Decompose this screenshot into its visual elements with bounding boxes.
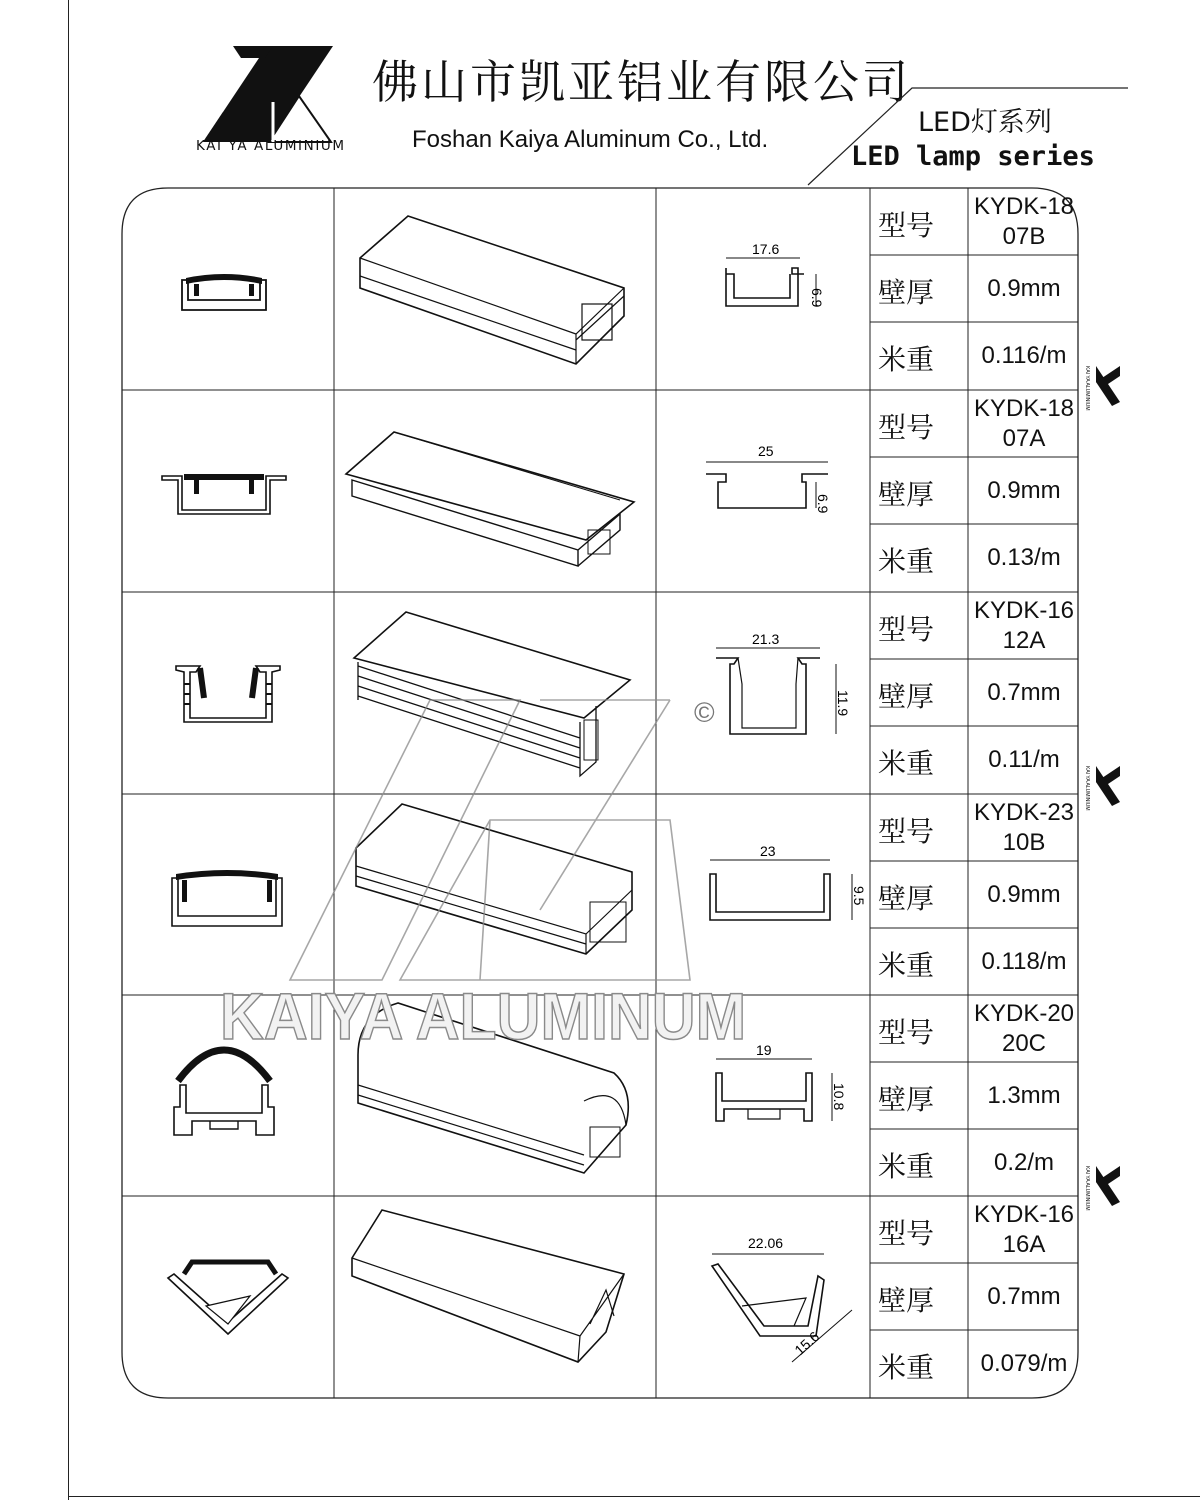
profile-3d-view [334,390,656,592]
watermark-text: KAIYA ALUMINUM [220,979,747,1053]
copyright-symbol: © [694,697,715,728]
weight-label: 米重 [878,1351,935,1384]
dimension-height: 9.5 [851,886,867,906]
spec-thickness [870,457,1080,524]
spec-weight [870,928,1080,995]
thickness-value: 0.9mm [987,880,1061,908]
dimension-width: 22.06 [748,1235,784,1251]
spec-model [870,390,1080,457]
weight-value: 0.116/m [981,341,1067,369]
spec-weight [870,524,1080,591]
side-logo-icon [1086,362,1126,422]
binder-line [68,0,69,1500]
weight-value: 0.118/m [981,947,1067,975]
profile-3d-view [334,1196,656,1398]
weight-value: 0.13/m [987,543,1061,571]
dimension-width: 25 [758,443,774,459]
model-label: 型号 [878,209,935,242]
dimension-width: 23 [760,843,776,859]
profile-3d-view [334,188,656,390]
thickness-label: 壁厚 [878,1083,935,1116]
model-label: 型号 [878,613,935,646]
spec-model [870,1196,1080,1263]
model-value: KYDK-1616A [973,1200,1075,1258]
product-row [120,188,1080,390]
series-title-en: LED lamp series [851,141,1095,172]
weight-label: 米重 [878,343,935,376]
profile-dimension-drawing [656,390,870,592]
thickness-label: 壁厚 [878,276,935,309]
watermark-logo-icon [290,690,715,980]
profile-cross-section [120,188,334,390]
weight-label: 米重 [878,747,935,780]
dimension-height: 6.9 [809,288,825,308]
model-value: KYDK-2310B [973,798,1075,856]
thickness-value: 1.3mm [987,1081,1061,1109]
dimension-width: 19 [756,1042,772,1058]
thickness-label: 壁厚 [878,1284,935,1317]
company-name-cn: 佛山市凯亚铝业有限公司 [372,55,911,109]
profile-cross-section [120,1196,334,1398]
thickness-label: 壁厚 [878,478,935,511]
spec-model [870,995,1080,1062]
thickness-value: 0.7mm [987,1282,1061,1310]
series-title-cn: LED灯系列 [918,107,1052,138]
model-label: 型号 [878,411,935,444]
weight-label: 米重 [878,949,935,982]
spec-weight [870,726,1080,793]
company-name-en: Foshan Kaiya Aluminum Co., Ltd. [412,126,769,153]
spec-thickness [870,659,1080,726]
bottom-rule [68,1496,1200,1497]
profile-cross-section [120,390,334,592]
dimension-height: 6.9 [815,494,831,514]
side-logo-text: KAI YA ALUMINIUM [1084,366,1090,411]
spec-model [870,592,1080,659]
thickness-value: 0.9mm [987,476,1061,504]
product-row [120,390,1080,592]
side-logo-icon [1086,762,1126,822]
spec-thickness [870,861,1080,928]
dimension-width: 21.3 [752,631,780,647]
product-row [120,1196,1080,1398]
model-value: KYDK-1612A [973,596,1075,654]
weight-label: 米重 [878,1150,935,1183]
weight-value: 0.079/m [980,1349,1068,1377]
spec-thickness [870,255,1080,322]
spec-weight [870,1129,1080,1196]
spec-weight [870,1330,1080,1397]
model-value: KYDK-1807A [973,394,1075,452]
profile-dimension-drawing [656,1196,870,1398]
weight-value: 0.2/m [993,1148,1055,1176]
model-label: 型号 [878,1016,935,1049]
thickness-label: 壁厚 [878,680,935,713]
side-logo-icon [1086,1162,1126,1222]
side-logo-text: KAI YA ALUMINIUM [1084,766,1090,811]
spec-weight [870,322,1080,389]
spec-thickness [870,1062,1080,1129]
profile-dimension-drawing [656,188,870,390]
model-label: 型号 [878,815,935,848]
dimension-height: 10.8 [831,1083,847,1111]
header-frame-lines [0,0,1200,200]
dimension-height: 15.6 [791,1328,823,1359]
model-label: 型号 [878,1217,935,1250]
thickness-value: 0.7mm [987,678,1061,706]
side-logo-text: KAI YA ALUMINIUM [1084,1166,1090,1211]
logo-text: KAI YA ALUMINIUM [196,138,346,154]
weight-value: 0.11/m [988,745,1060,773]
model-value: KYDK-1807B [973,192,1075,250]
spec-thickness [870,1263,1080,1330]
thickness-value: 0.9mm [987,274,1061,302]
thickness-label: 壁厚 [878,882,935,915]
spec-model [870,188,1080,255]
weight-label: 米重 [878,545,935,578]
spec-model [870,794,1080,861]
model-value: KYDK-2020C [973,999,1075,1057]
dimension-height: 11.9 [835,690,851,717]
dimension-width: 17.6 [752,241,780,257]
